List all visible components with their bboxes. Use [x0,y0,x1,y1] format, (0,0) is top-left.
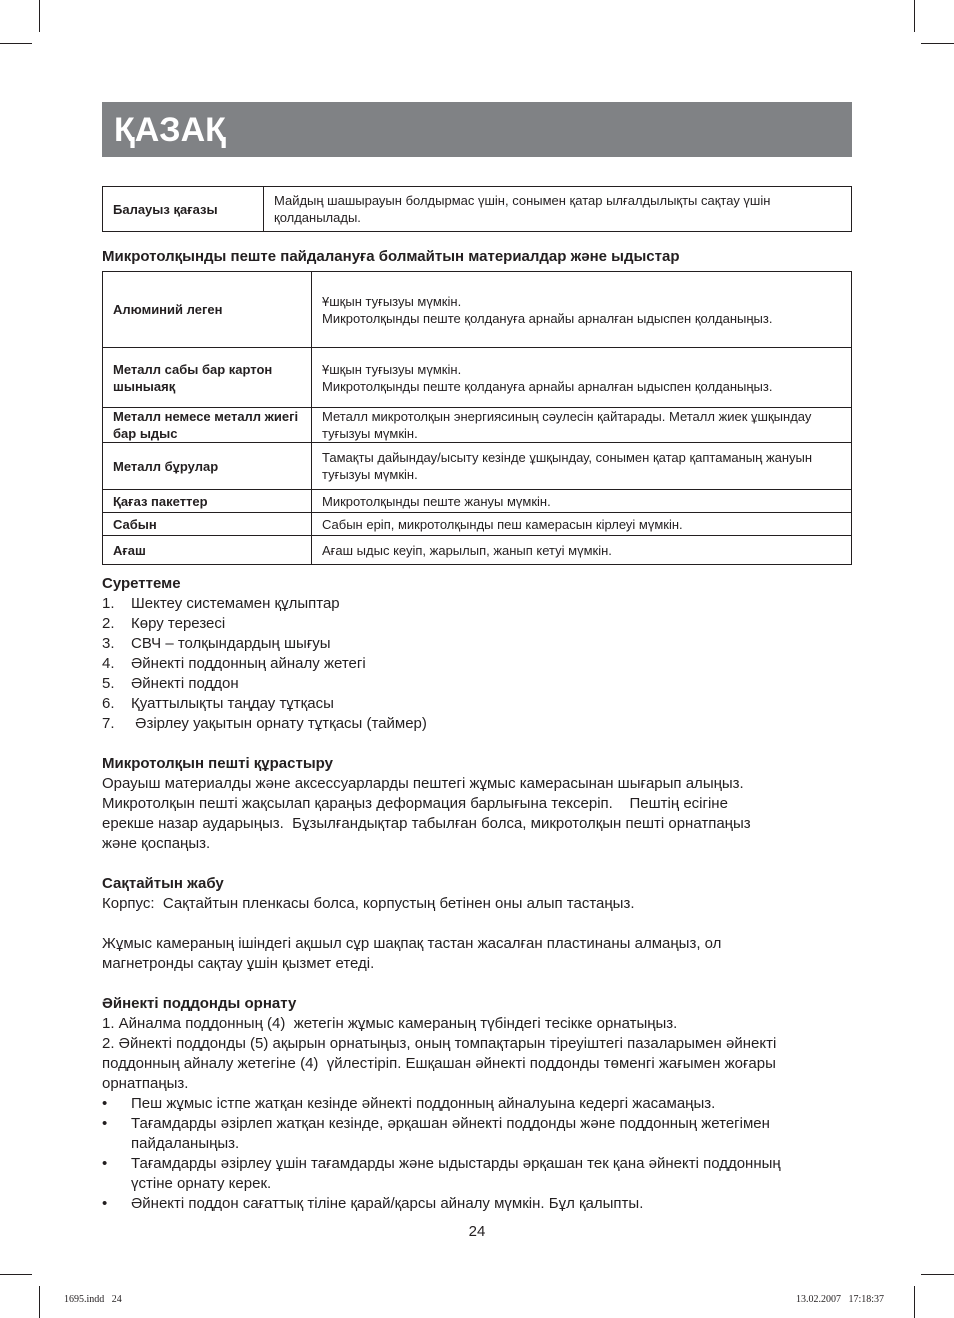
paragraph-line: Микротолқын пешті жақсылап қараңыз деформация барлығына тексеріп. Пештің есігіне [102,795,728,812]
table-value: Майдың шашырауын болдырмас үшін, сонымен қатар ылғалдылықты сақтау үшін қолданылады. [264,187,852,232]
paragraph-line: Жұмыс камераның ішіндегі ақшыл сұр шақпақ тастан жасалған пластинаны алмаңыз, ол [102,935,722,952]
slug-file: 1695.indd 24 [64,1294,122,1305]
bullet-text: Пеш жұмыс істпе жатқан кезінде әйнекті поддонның айналуына кедергі жасамаңыз. [131,1095,716,1112]
paragraph-line: Корпус: Сақтайтын пленкасы болса, корпустың бетінен оны алып тастаңыз. [102,895,635,912]
list-item [102,614,862,634]
table-value [312,272,852,348]
table-value [312,348,852,408]
materials-table [102,271,852,565]
table-value-line: Микротолқынды пеште қолдануға арнайы арналған ыдыспен қолданыңыз. [322,310,773,326]
list-number: 3. [102,635,115,652]
crop-mark [921,43,954,44]
table-row [103,443,852,490]
table-value-line: Микротолқынды пеште қолдануға арнайы арналған ыдыспен қолданыңыз. [322,378,773,394]
table-key: Металл немесе металл жиегі бар ыдыс [103,408,312,443]
crop-mark [914,0,915,32]
table-key: Ағаш [103,536,312,565]
list-item [102,674,862,694]
table-value-line: Ұшқын туғызуы мүмкін. [322,361,462,377]
list-number: 2. [102,615,115,632]
bullet-icon: • [102,1115,108,1132]
bullet-text: пайдаланыңыз. [131,1135,240,1152]
list-number: 4. [102,655,115,672]
table-key: Қағаз пакеттер [103,490,312,513]
bullet-icon: • [102,1195,108,1212]
wax-paper-table [102,186,852,232]
bullet-icon: • [102,1155,108,1172]
page-number: 24 [468,1223,486,1240]
bullet-item [102,1194,862,1214]
materials-title: Микротолқынды пеште пайдалануға болмайтын материалдар және ыдыстар [102,248,680,265]
crop-mark [914,1286,915,1318]
paragraph-line: магнетронды сақтау ұшін қызмет етеді. [102,955,375,972]
table-key: Сабын [103,513,312,536]
list-item [102,594,862,614]
list-text: Қуаттылықты таңдау тұтқасы [131,695,334,712]
tray-title: Әйнекті поддонды орнату [102,995,297,1012]
table-key: Металл сабы бар картон шыныаяқ [103,348,312,408]
section-header [102,102,852,157]
bullet-item [102,1114,862,1154]
paragraph-line: орнатпаңыз. [102,1075,189,1092]
list-text: Шектеу системамен құлыптар [131,595,340,612]
table-row [103,408,852,443]
table-value: Ағаш ыдыс кеуіп, жарылып, жанып кетуі мүмкін. [312,536,852,565]
list-number: 6. [102,695,115,712]
list-item [102,694,862,714]
bullet-item [102,1154,862,1194]
list-text: СВЧ – толқындардың шығуы [131,635,331,652]
bullet-item [102,1094,862,1114]
bullet-text: Тағамдарды әзірлеп жатқан кезінде, әрқашан әйнекті поддонды және поддонның жетегімен [131,1115,770,1132]
paragraph-line: Орауыш материалды және аксессуарларды пештегі жұмыс камерасынан шығарып алыңыз. [102,775,744,792]
table-value-line: Ұшқын туғызуы мүмкін. [322,293,462,309]
list-number: 5. [102,675,115,692]
table-row [103,272,852,348]
table-row [103,187,852,232]
table-key: Металл бұрулар [103,443,312,490]
crop-mark [921,1274,954,1275]
crop-mark [0,43,32,44]
protective-title: Сақтайтын жабу [102,875,224,892]
list-text: Әйнекті поддонның айналу жетегі [131,655,366,672]
bullet-text: Тағамдарды әзірлеу ұшін тағамдарды және ыдыстарды әрқашан тек қана әйнекті поддонның [131,1155,781,1172]
paragraph-line: поддонның айналу жетегіне (4) үйлестіріп. Ешқашан әйнекті поддонды төменгі жағымен жоғары [102,1055,776,1072]
assembly-title: Микротолқын пешті құрастыру [102,755,333,772]
crop-mark [39,0,40,32]
list-number: 7. [102,715,115,732]
list-text: Көру терезесі [131,615,226,632]
paragraph-line: 2. Әйнекті поддонды (5) ақырын орнатыңыз, оның томпақтарын тіреуіштегі пазаларымен әйнекті [102,1035,777,1052]
table-key: Балауыз қағазы [103,187,264,232]
table-value: Сабын еріп, микротолқынды пеш камерасын кірлеуі мүмкін. [312,513,852,536]
bullet-text: Әйнекті поддон сағаттық тіліне қарай/қарсы айналу мүмкін. Бұл қалыпты. [131,1195,644,1212]
list-item [102,654,862,674]
body-text [102,574,862,1214]
paragraph-line: және қоспаңыз. [102,835,211,852]
bullet-icon: • [102,1095,108,1112]
table-key: Алюминий леген [103,272,312,348]
slug-datetime: 13.02.2007 17:18:37 [795,1294,884,1305]
table-row [103,348,852,408]
table-value: Тамақты дайындау/ысыту кезінде ұшқындау, сонымен қатар қаптаманың жануын туғызуы мүмкін. [312,443,852,490]
table-value: Микротолқынды пеште жануы мүмкін. [312,490,852,513]
list-text: Әзірлеу уақытын орнату тұтқасы (таймер) [131,715,427,732]
table-row [103,513,852,536]
section-title: ҚАЗАҚ [114,111,226,149]
list-number: 1. [102,595,115,612]
list-item [102,714,862,734]
paragraph-line: ерекше назар аударыңыз. Бұзылғандықтар табылған болса, микротолқын пешті орнатпаңыз [102,815,751,832]
description-title: Суреттеме [102,575,181,592]
crop-mark [0,1274,32,1275]
crop-mark [39,1286,40,1318]
paragraph-line: 1. Айналма поддонның (4) жетегін жұмыс камераның түбіндегі тесікке орнатыңыз. [102,1015,678,1032]
list-item [102,634,862,654]
bullet-text: үстіне орнату керек. [131,1175,272,1192]
list-text: Әйнекті поддон [131,675,239,692]
table-row [103,536,852,565]
table-row [103,490,852,513]
table-value: Металл микротолқын энергиясиның сәулесін қайтарады. Металл жиек ұшқындау туғызуы мүмкін. [312,408,852,443]
